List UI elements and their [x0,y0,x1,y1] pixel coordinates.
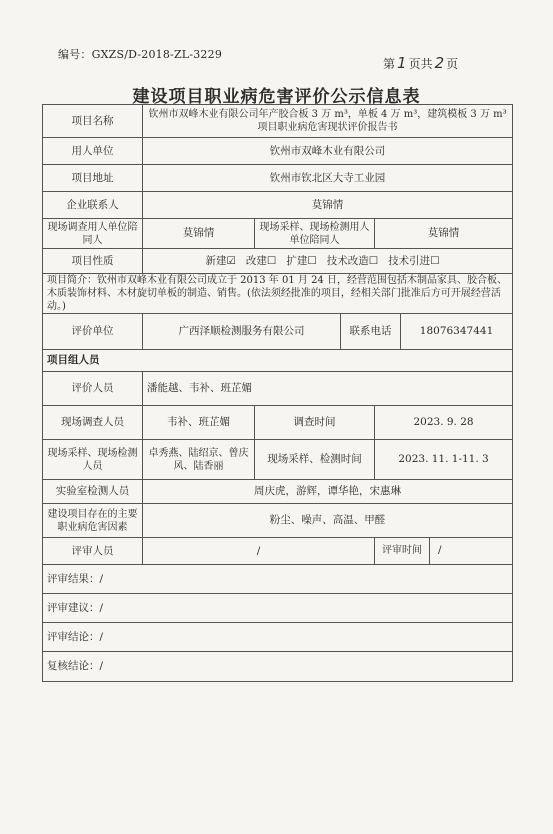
survey-companion-value: 莫锦情 [143,219,255,249]
review-time-cell [375,538,513,565]
contact-label: 企业联系人 [43,192,143,219]
employer-label: 用人单位 [43,138,143,165]
info-form-table [42,104,513,682]
page-middle: 页共 [408,57,433,71]
phone-label: 联系电话 [341,314,401,350]
survey-time-value: 2023. 9. 28 [375,406,513,440]
review-advice: 评审建议：/ [43,594,513,623]
nature-label: 项目性质 [43,249,143,274]
review-time-value: / [438,544,442,556]
address-label: 项目地址 [43,165,143,192]
page-prefix: 第 [383,57,396,71]
page-indicator [383,54,458,72]
contact-value: 莫锦情 [143,192,513,219]
recheck-conclusion: 复核结论：/ [43,652,513,682]
review-conclusion: 评审结论：/ [43,623,513,652]
page-title: 建设项目职业病危害评价公示信息表 [132,87,421,107]
page-suffix: 页 [446,57,459,71]
nature-option-rebuild: 改建☐ [245,254,277,267]
surveyors-value: 韦补、班芷媚 [143,406,255,440]
evaluator-label: 评价单位 [43,314,143,350]
team-section-label: 项目组人员 [43,350,513,372]
lab-label: 实验室检测人员 [43,480,143,504]
assessors-value: 潘能越、韦补、班芷媚 [143,372,513,406]
employer-value: 钦州市双峰木业有限公司 [143,138,513,165]
samplers-label: 现场采样、现场检测人员 [43,440,143,480]
nature-option-tech-import: 技术引进☐ [388,254,440,267]
nature-options [143,249,513,274]
review-time-label: 评审时间 [375,538,430,564]
hazards-value: 粉尘、噪声、高温、甲醛 [143,504,513,538]
samplers-value: 卓秀燕、陆绍京、曾庆风、陆香丽 [143,440,255,480]
sampling-companion-label: 现场采样、现场检测用人单位陪同人 [255,219,375,249]
survey-time-label: 调查时间 [255,406,375,440]
surveyors-label: 现场调查人员 [43,406,143,440]
lab-value: 周庆虎，游辉，谭华艳，宋惠琳 [143,480,513,504]
nature-option-new: 新建☑ [205,254,236,267]
assessors-label: 评价人员 [43,372,143,406]
hazards-label: 建设项目存在的主要职业病危害因素 [43,504,143,538]
page-current: 1 [397,54,407,72]
address-value: 钦州市钦北区大寺工业园 [143,165,513,192]
reviewers-label: 评审人员 [43,538,143,565]
sampling-time-label: 现场采样、检测时间 [255,440,375,480]
document-number: 编号：GXZS/D-2018-ZL-3229 [58,48,223,61]
nature-option-expand: 扩建☐ [286,254,317,267]
phone-value: 18076347441 [401,314,513,350]
sampling-companion-value: 莫锦情 [375,219,513,249]
nature-option-tech-upgrade: 技术改造☐ [326,254,379,267]
project-intro: 项目简介：钦州市双峰木业有限公司成立于 2013 年 01 月 24 日，经营范围包括木制品家具、胶合板、木质装饰材料、木材旋切单板的制造、销售。(依法须经批准的项目，经相关部门批准后方可开展经营活动。) [43,274,513,314]
page-total: 2 [434,54,445,72]
sampling-time-value: 2023. 11. 1-11. 3 [375,440,513,480]
evaluator-value: 广西泽顺检测服务有限公司 [143,314,341,350]
project-name-label: 项目名称 [43,105,143,138]
review-result: 评审结果：/ [43,565,513,594]
project-name-value: 钦州市双峰木业有限公司年产胶合板 3 万 m³，单板 4 万 m³，建筑模板 3 万 m³ 项目职业病危害现状评价报告书 [143,105,513,138]
survey-companion-label: 现场调查用人单位陪同人 [43,219,143,249]
reviewers-value: / [143,538,375,565]
